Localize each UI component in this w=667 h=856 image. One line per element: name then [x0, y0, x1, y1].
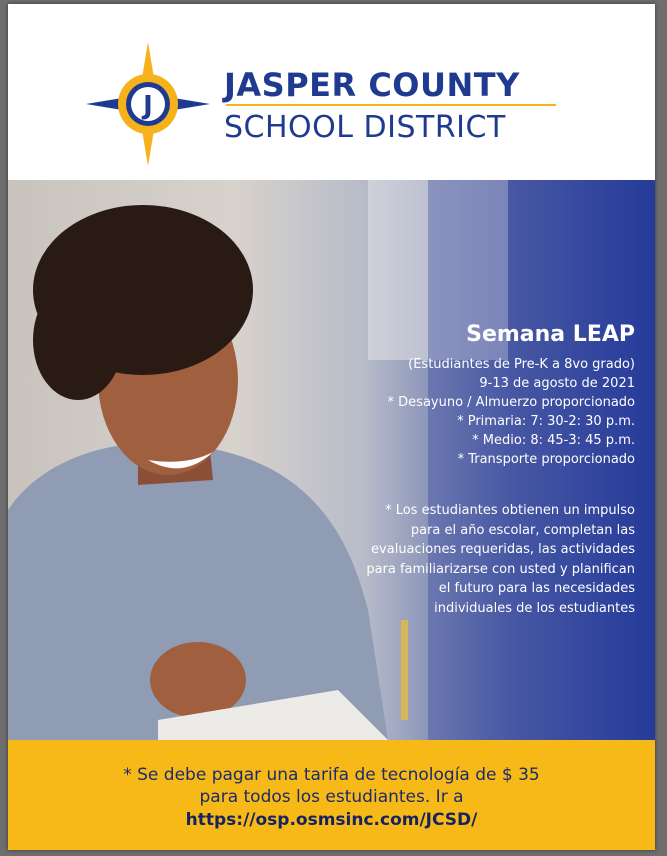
district-name-line2: SCHOOL DISTRICT	[224, 110, 506, 145]
event-detail: (Estudiantes de Pre-K a 8vo grado)	[408, 357, 635, 372]
district-name-line1: JASPER COUNTY	[224, 66, 520, 104]
description-line: individuales de los estudiantes	[434, 600, 635, 616]
payment-link[interactable]: https://osp.osmsinc.com/JCSD/	[185, 810, 478, 830]
event-title: Semana LEAP	[466, 322, 635, 347]
description-line: para el año escolar, completan las	[410, 522, 635, 538]
description-line: el futuro para las necesidades	[438, 581, 635, 596]
description-line: evaluaciones requeridas, las actividades	[371, 542, 635, 557]
fee-banner	[8, 740, 655, 850]
event-info	[315, 322, 635, 618]
event-middle-hours: * Medio: 8: 45-3: 45 p.m.	[472, 433, 635, 448]
compass-logo-icon	[86, 42, 210, 166]
description-line: * Los estudiantes obtienen un impulso	[385, 503, 635, 518]
logo-letter: J	[143, 91, 153, 121]
header	[8, 4, 655, 180]
student-photo	[8, 180, 655, 740]
event-dates: 9-13 de agosto de 2021	[479, 376, 635, 391]
description-line: para familiarizarse con usted y planifican	[366, 561, 635, 577]
event-meals: * Desayuno / Almuerzo proporcionado	[387, 395, 635, 410]
logo-divider	[226, 104, 556, 106]
fee-notice-line1: * Se debe pagar una tarifa de tecnología de $ 35	[123, 765, 540, 785]
flyer-page	[8, 4, 655, 850]
event-transport: * Transporte proporcionado	[457, 452, 635, 467]
event-description	[315, 501, 635, 618]
fee-notice-line2: para todos los estudiantes. Ir a	[199, 787, 464, 807]
event-primary-hours: * Primaria: 7: 30-2: 30 p.m.	[457, 414, 635, 429]
